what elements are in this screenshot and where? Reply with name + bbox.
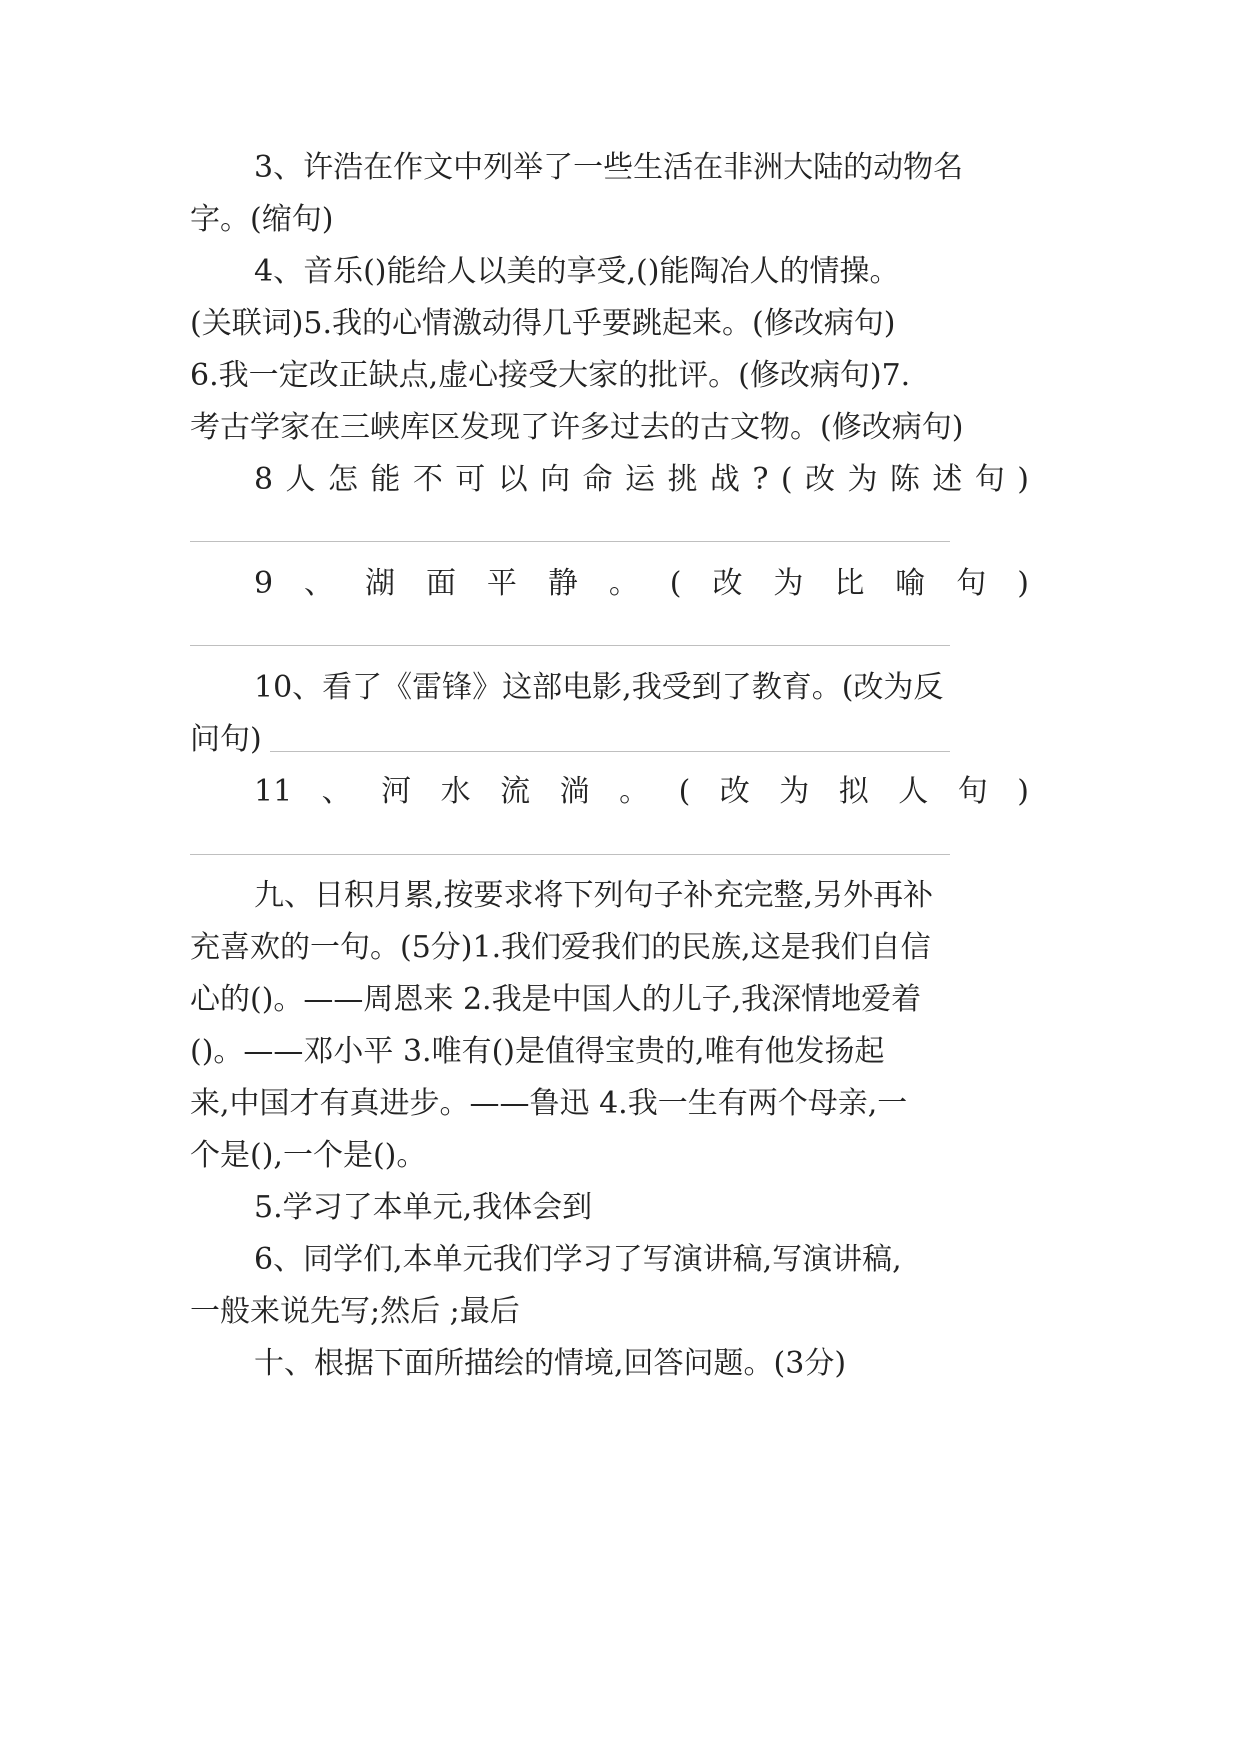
section-9-line-6: 个是(),一个是()。 (190, 1138, 427, 1173)
section-10-heading: 十、根据下面所描绘的情境,回答问题。(3分) (254, 1346, 847, 1381)
q8-char: 命 (582, 462, 613, 497)
q8-char: ( (780, 462, 793, 497)
section-9-line-1: 九、日积月累,按要求将下列句子补充完整,另外再补 (254, 878, 934, 913)
q8-char: 怎 (327, 462, 358, 497)
item-5: 5.学习了本单元,我体会到 (254, 1190, 593, 1225)
q8-char: 述 (932, 462, 963, 497)
q8-char: 以 (497, 462, 528, 497)
q8-char: ? (752, 462, 769, 497)
q8-char: 句 (974, 462, 1005, 497)
question-4-5-line: (关联词)5.我的心情激动得几乎要跳起来。(修改病句) (190, 306, 896, 341)
section-9-line-5: 来,中国才有真进步。——鲁迅 4.我一生有两个母亲,一 (190, 1086, 908, 1121)
q8-char: 可 (455, 462, 486, 497)
q9-char: 句 (956, 566, 987, 601)
q11-char: 为 (779, 774, 810, 809)
q8-char: 向 (540, 462, 571, 497)
q11-char: 句 (957, 774, 988, 809)
q9-char: 。 (608, 566, 639, 601)
q8-char: 8 (254, 462, 274, 497)
q11-char: 、 (321, 774, 352, 809)
q9-char: 9 (254, 566, 274, 601)
question-3-line-2: 字。(缩句) (190, 202, 334, 237)
q9-char: 面 (425, 566, 456, 601)
q9-char: 静 (547, 566, 578, 601)
answer-line-11 (190, 854, 950, 855)
section-9-line-4: ()。——邓小平 3.唯有()是值得宝贵的,唯有他发扬起 (190, 1034, 885, 1069)
answer-line-8 (190, 541, 950, 542)
q11-char: 人 (898, 774, 929, 809)
q8-char: 能 (370, 462, 401, 497)
q8-char: 陈 (889, 462, 920, 497)
q11-char: 淌 (559, 774, 590, 809)
q8-char: ) (1017, 462, 1029, 497)
q11-char: ( (678, 774, 691, 809)
q8-char: 挑 (667, 462, 698, 497)
q9-char: 为 (773, 566, 804, 601)
question-6-7-line: 6.我一定改正缺点,虚心接受大家的批评。(修改病句)7. (190, 358, 911, 393)
q9-char: 喻 (895, 566, 926, 601)
question-3-line-1: 3、许浩在作文中列举了一些生活在非洲大陆的动物名 (254, 150, 964, 185)
q8-char: 战 (709, 462, 740, 497)
q11-char: 水 (440, 774, 471, 809)
q9-char: 改 (712, 566, 743, 601)
q8-char: 为 (847, 462, 878, 497)
q11-char: 河 (381, 774, 412, 809)
q9-char: 湖 (365, 566, 395, 601)
question-9 (254, 564, 1029, 604)
q11-char: 拟 (838, 774, 869, 809)
q11-char: 。 (619, 774, 650, 809)
question-7-line: 考古学家在三峡库区发现了许多过去的古文物。(修改病句) (190, 410, 964, 445)
q8-char: 不 (412, 462, 443, 497)
question-10-line-2 (190, 720, 1050, 760)
q8-char: 运 (625, 462, 656, 497)
section-9-line-2: 充喜欢的一句。(5分)1.我们爱我们的民族,这是我们自信 (190, 930, 931, 965)
question-4-line-1: 4、音乐()能给人以美的享受,()能陶冶人的情操。 (254, 254, 900, 289)
q9-char: ) (1017, 566, 1029, 601)
question-8 (254, 460, 1029, 500)
q11-char: ) (1017, 774, 1029, 809)
q9-char: 、 (304, 566, 335, 601)
q9-char: 比 (834, 566, 865, 601)
q8-char: 改 (805, 462, 836, 497)
section-9-line-3: 心的()。——周恩来 2.我是中国人的儿子,我深情地爱着 (190, 982, 922, 1017)
question-10-prefix: 问句) (190, 722, 262, 757)
q9-char: ( (669, 566, 682, 601)
answer-line-9 (190, 645, 950, 646)
item-6-line-2: 一般来说先写;然后 ;最后 (190, 1294, 520, 1329)
answer-line-10 (270, 751, 950, 752)
q9-char: 平 (486, 566, 517, 601)
q11-char: 改 (719, 774, 750, 809)
q8-char: 人 (285, 462, 316, 497)
question-10-line-1: 10、看了《雷锋》这部电影,我受到了教育。(改为反 (254, 670, 944, 705)
question-11 (254, 772, 1029, 812)
item-6-line-1: 6、同学们,本单元我们学习了写演讲稿,写演讲稿, (254, 1242, 902, 1277)
q11-char: 11 (254, 774, 293, 809)
q11-char: 流 (500, 774, 531, 809)
